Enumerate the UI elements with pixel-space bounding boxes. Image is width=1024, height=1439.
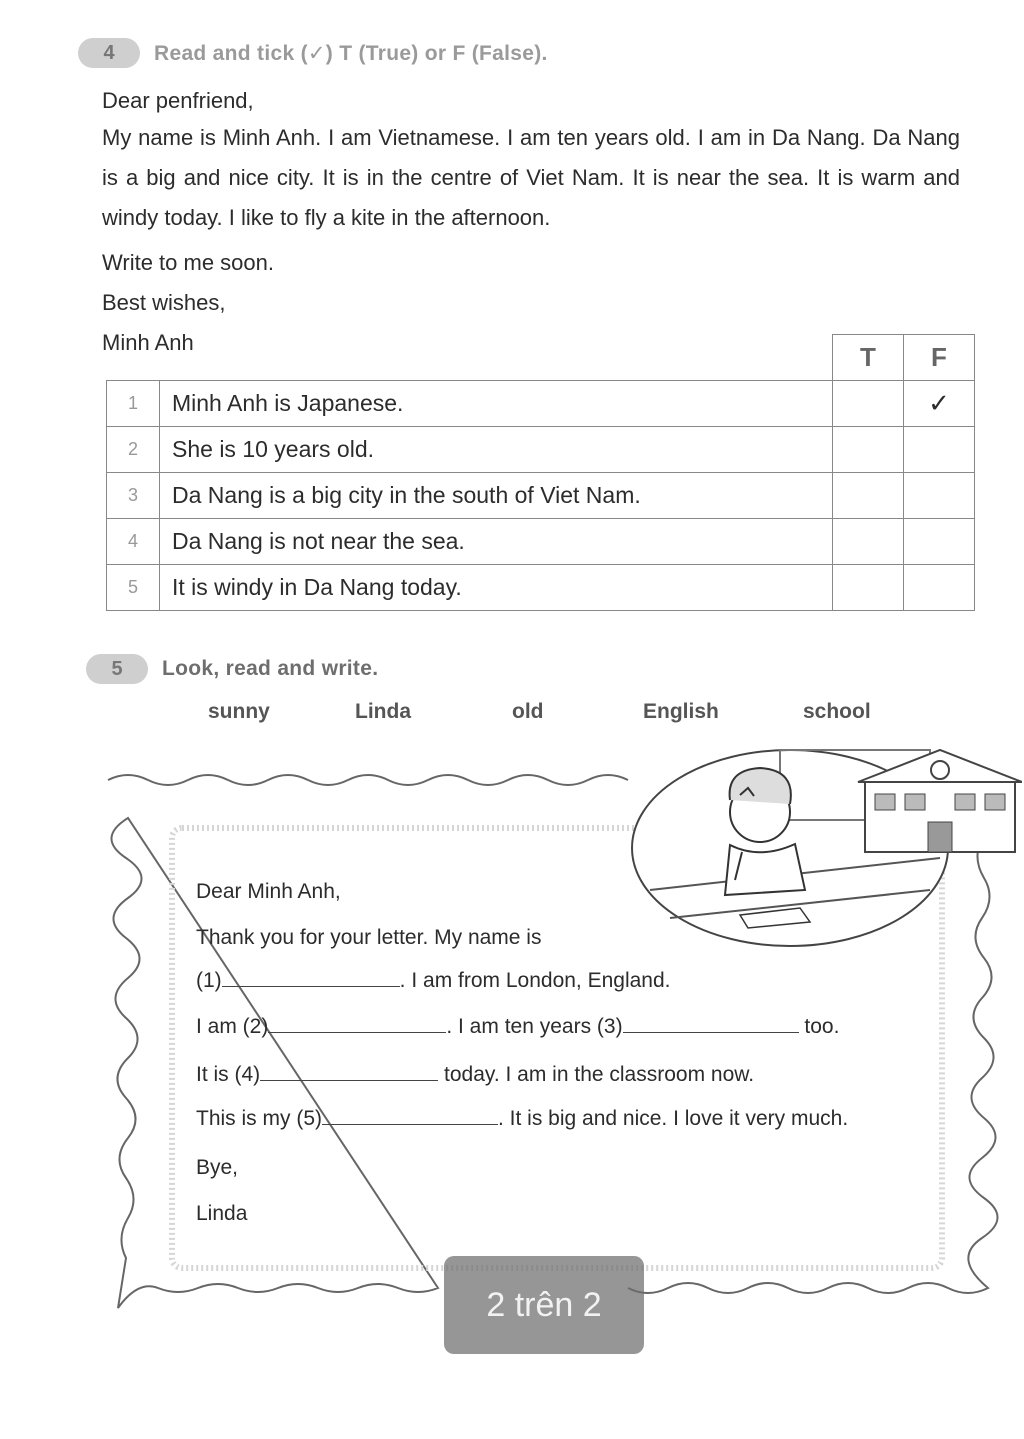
- blank-label-4: It is (4): [196, 1063, 261, 1086]
- row-statement: It is windy in Da Nang today.: [160, 565, 833, 611]
- reply-line-5: This is my (5) . It is big and nice. I love it very much.: [196, 1107, 849, 1130]
- word-bank-item: school: [803, 700, 871, 723]
- letter-signature: Minh Anh: [102, 330, 194, 355]
- row-number: 4: [107, 519, 160, 565]
- section-5-header: [86, 654, 378, 684]
- blank-label-5: This is my (5): [196, 1107, 322, 1130]
- blank-label-2: I am (2): [196, 1015, 269, 1038]
- tick-true-cell[interactable]: [833, 473, 904, 519]
- page-indicator-overlay: 2 trên 2: [444, 1256, 644, 1354]
- table-row: [107, 519, 975, 565]
- row-statement: Da Nang is not near the sea.: [160, 519, 833, 565]
- reply-line-3: I am (2) . I am ten years (3) too.: [196, 1015, 840, 1038]
- letter-body: My name is Minh Anh. I am Vietnamese. I am ten years old. I am in Da Nang. Da Nang is a big and nice city. It is in the centre of Viet Nam. It is near the sea. It is warm and windy today. I like to fly a kite in the afternoon.: [102, 125, 960, 230]
- table-row: [107, 565, 975, 611]
- word-bank-item: English: [643, 700, 719, 723]
- tick-false-cell[interactable]: [904, 519, 975, 565]
- section-5-badge: 5: [86, 654, 148, 684]
- reply-signature: Linda: [196, 1202, 248, 1225]
- tick-true-cell[interactable]: [833, 565, 904, 611]
- tick-true-cell[interactable]: [833, 427, 904, 473]
- row-statement: Da Nang is a big city in the south of Viet Nam.: [160, 473, 833, 519]
- table-row: [107, 427, 975, 473]
- answer-blank-3[interactable]: [623, 1014, 799, 1033]
- reply-closing: Bye,: [196, 1156, 239, 1179]
- row-number: 3: [107, 473, 160, 519]
- header-false: F: [904, 335, 975, 381]
- tick-false-cell[interactable]: [904, 565, 975, 611]
- word-bank-item: sunny: [208, 700, 270, 723]
- section-4-header: [78, 38, 548, 68]
- blank-label-1: (1): [196, 969, 222, 992]
- row-number: 2: [107, 427, 160, 473]
- word-bank-item: Linda: [355, 700, 411, 723]
- tick-false-cell[interactable]: ✓: [904, 381, 975, 427]
- tick-false-cell[interactable]: [904, 427, 975, 473]
- section-4-title: Read and tick (✓) T (True) or F (False).: [154, 41, 548, 65]
- reply-line-4: It is (4) today. I am in the classroom now.: [196, 1063, 755, 1086]
- table-row: [107, 473, 975, 519]
- reply-line-1: Thank you for your letter. My name is: [196, 926, 542, 949]
- answer-blank-2[interactable]: [268, 1014, 446, 1033]
- answer-blank-1[interactable]: [222, 968, 400, 987]
- letter-greeting: Dear penfriend,: [102, 88, 254, 113]
- letter-write-line: Write to me soon.: [102, 250, 274, 275]
- answer-blank-5[interactable]: [322, 1106, 498, 1125]
- header-true: T: [833, 335, 904, 381]
- answer-blank-4[interactable]: [260, 1062, 438, 1081]
- table-header-row: [107, 335, 975, 381]
- tick-true-cell[interactable]: [833, 519, 904, 565]
- row-number: 1: [107, 381, 160, 427]
- reply-greeting: Dear Minh Anh,: [196, 880, 341, 903]
- tick-true-cell[interactable]: [833, 381, 904, 427]
- reply-line-2: (1) . I am from London, England.: [196, 969, 671, 992]
- word-bank-item: old: [512, 700, 544, 723]
- section-4-badge: 4: [78, 38, 140, 68]
- letter-closing: Best wishes,: [102, 290, 226, 315]
- section-5-title: Look, read and write.: [162, 657, 379, 680]
- table-row: [107, 381, 975, 427]
- true-false-table: [106, 334, 975, 611]
- row-statement: Minh Anh is Japanese.: [160, 381, 833, 427]
- row-statement: She is 10 years old.: [160, 427, 833, 473]
- girl-writing-illustration: [630, 740, 1022, 950]
- tick-false-cell[interactable]: [904, 473, 975, 519]
- row-number: 5: [107, 565, 160, 611]
